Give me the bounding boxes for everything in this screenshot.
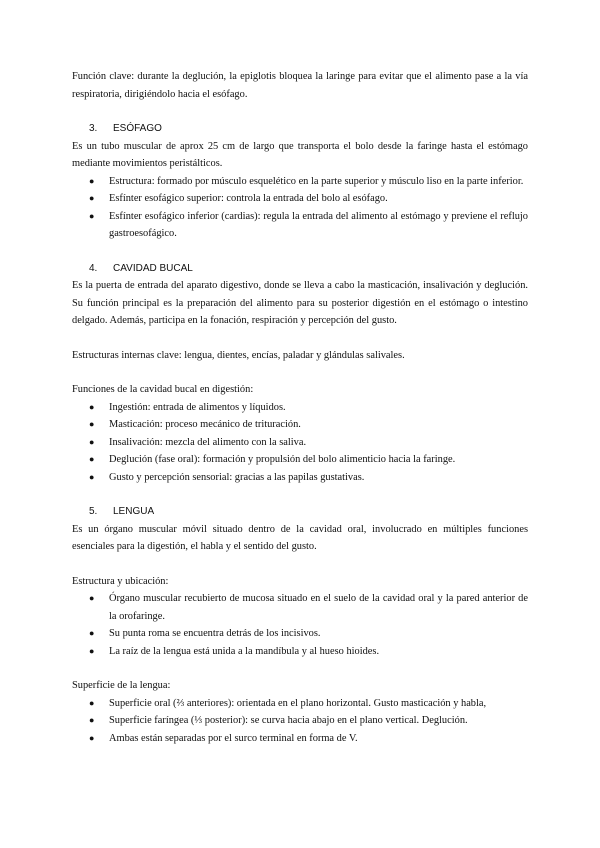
- bullet-icon: ●: [89, 175, 95, 186]
- bullet-icon: ●: [89, 645, 95, 656]
- bullet-icon: ●: [89, 210, 95, 221]
- list-item: ● Insalivación: mezcla del alimento con la saliva.: [72, 434, 528, 452]
- superficie-label: Superficie de la lengua:: [72, 680, 171, 691]
- bullet-list: [72, 399, 528, 487]
- bullet-icon: ●: [89, 697, 95, 708]
- bullet-icon: ●: [89, 593, 95, 603]
- section-heading: [72, 503, 528, 521]
- section-number: 4.: [89, 262, 98, 274]
- list-item: ● Esfínter esofágico inferior (cardias): regula la entrada del alimento al estómago y previene el reflujo gastroesofágico.: [72, 208, 528, 243]
- bullet-icon: ●: [89, 401, 95, 412]
- intro-paragraph: Función clave: durante la deglución, la epiglotis bloquea la laringe para evitar que el alimento pase a la vía respiratoria, dirigiéndolo hacia el esófago.: [72, 71, 528, 100]
- bullet-icon: ●: [89, 436, 95, 447]
- list-item: ● Ambas están separadas por el surco terminal en forma de V.: [72, 730, 528, 748]
- section-cavidad-bucal: [72, 260, 528, 487]
- list-item: ● Órgano muscular recubierto de mucosa situado en el suelo de la cavidad oral y la pared anterior de la orofaringe.: [72, 590, 528, 625]
- section-description: Es un órgano muscular móvil situado dentro de la cavidad oral, involucrado en múltiples funciones esenciales para la digestión, el habla y el sentido del gusto.: [72, 523, 528, 552]
- list-item: ● La raíz de la lengua está unida a la mandíbula y al hueso hioides.: [72, 643, 528, 661]
- section-description: Es la puerta de entrada del aparato digestivo, donde se lleva a cabo la masticación, insalivación y deglución. Su función principal es la preparación del alimento para su posterior digestión en el estómago o intestino delgado. Además, participa en la fonación, respiración y percepción del gusto.: [72, 280, 528, 326]
- estructuras-paragraph: Estructuras internas clave: lengua, dientes, encías, paladar y glándulas salivales.: [72, 349, 405, 361]
- list-item: ● Gusto y percepción sensorial: gracias a las papilas gustativas.: [72, 469, 528, 487]
- section-title: CAVIDAD BUCAL: [113, 262, 193, 274]
- list-item: ● Superficie oral (⅔ anteriores): orientada en el plano horizontal. Gusto masticación y habla,: [72, 695, 528, 713]
- list-item: ● Ingestión: entrada de alimentos y líquidos.: [72, 399, 528, 417]
- funciones-label: Funciones de la cavidad bucal en digestión:: [72, 384, 254, 395]
- list-item: ● Estructura: formado por músculo esquelético en la parte superior y músculo liso en la parte inferior.: [72, 173, 528, 191]
- section-heading: [72, 120, 528, 138]
- section-heading: [72, 260, 528, 278]
- bullet-list: [72, 695, 528, 748]
- section-number: 5.: [89, 506, 98, 517]
- list-item: ● Superficie faríngea (⅓ posterior): se curva hacia abajo en el plano vertical. Deglución.: [72, 712, 528, 730]
- bullet-list: [72, 173, 528, 243]
- bullet-icon: ●: [89, 732, 95, 743]
- list-item: ● Su punta roma se encuentra detrás de los incisivos.: [72, 625, 528, 643]
- section-title: LENGUA: [113, 506, 155, 517]
- bullet-icon: ●: [89, 628, 95, 638]
- section-number: 3.: [89, 123, 98, 134]
- section-esofago: [72, 120, 528, 243]
- bullet-list: [72, 590, 528, 660]
- bullet-icon: ●: [89, 471, 95, 482]
- section-description: Es un tubo muscular de aprox 25 cm de largo que transporta el bolo desde la faringe hasta el estómago mediante movimientos peristálticos.: [72, 140, 528, 169]
- list-item: ● Deglución (fase oral): formación y propulsión del bolo alimenticio hacia la faringe.: [72, 451, 528, 469]
- estructura-label: Estructura y ubicación:: [72, 575, 169, 587]
- bullet-icon: ●: [89, 193, 95, 203]
- bullet-icon: ●: [89, 715, 95, 725]
- section-title: ESÓFAGO: [113, 123, 162, 134]
- section-lengua: [72, 503, 528, 747]
- bullet-icon: ●: [89, 454, 95, 464]
- bullet-icon: ●: [89, 419, 95, 429]
- list-item: ● Masticación: proceso mecánico de trituración.: [72, 416, 528, 434]
- list-item: ● Esfínter esofágico superior: controla la entrada del bolo al esófago.: [72, 190, 528, 208]
